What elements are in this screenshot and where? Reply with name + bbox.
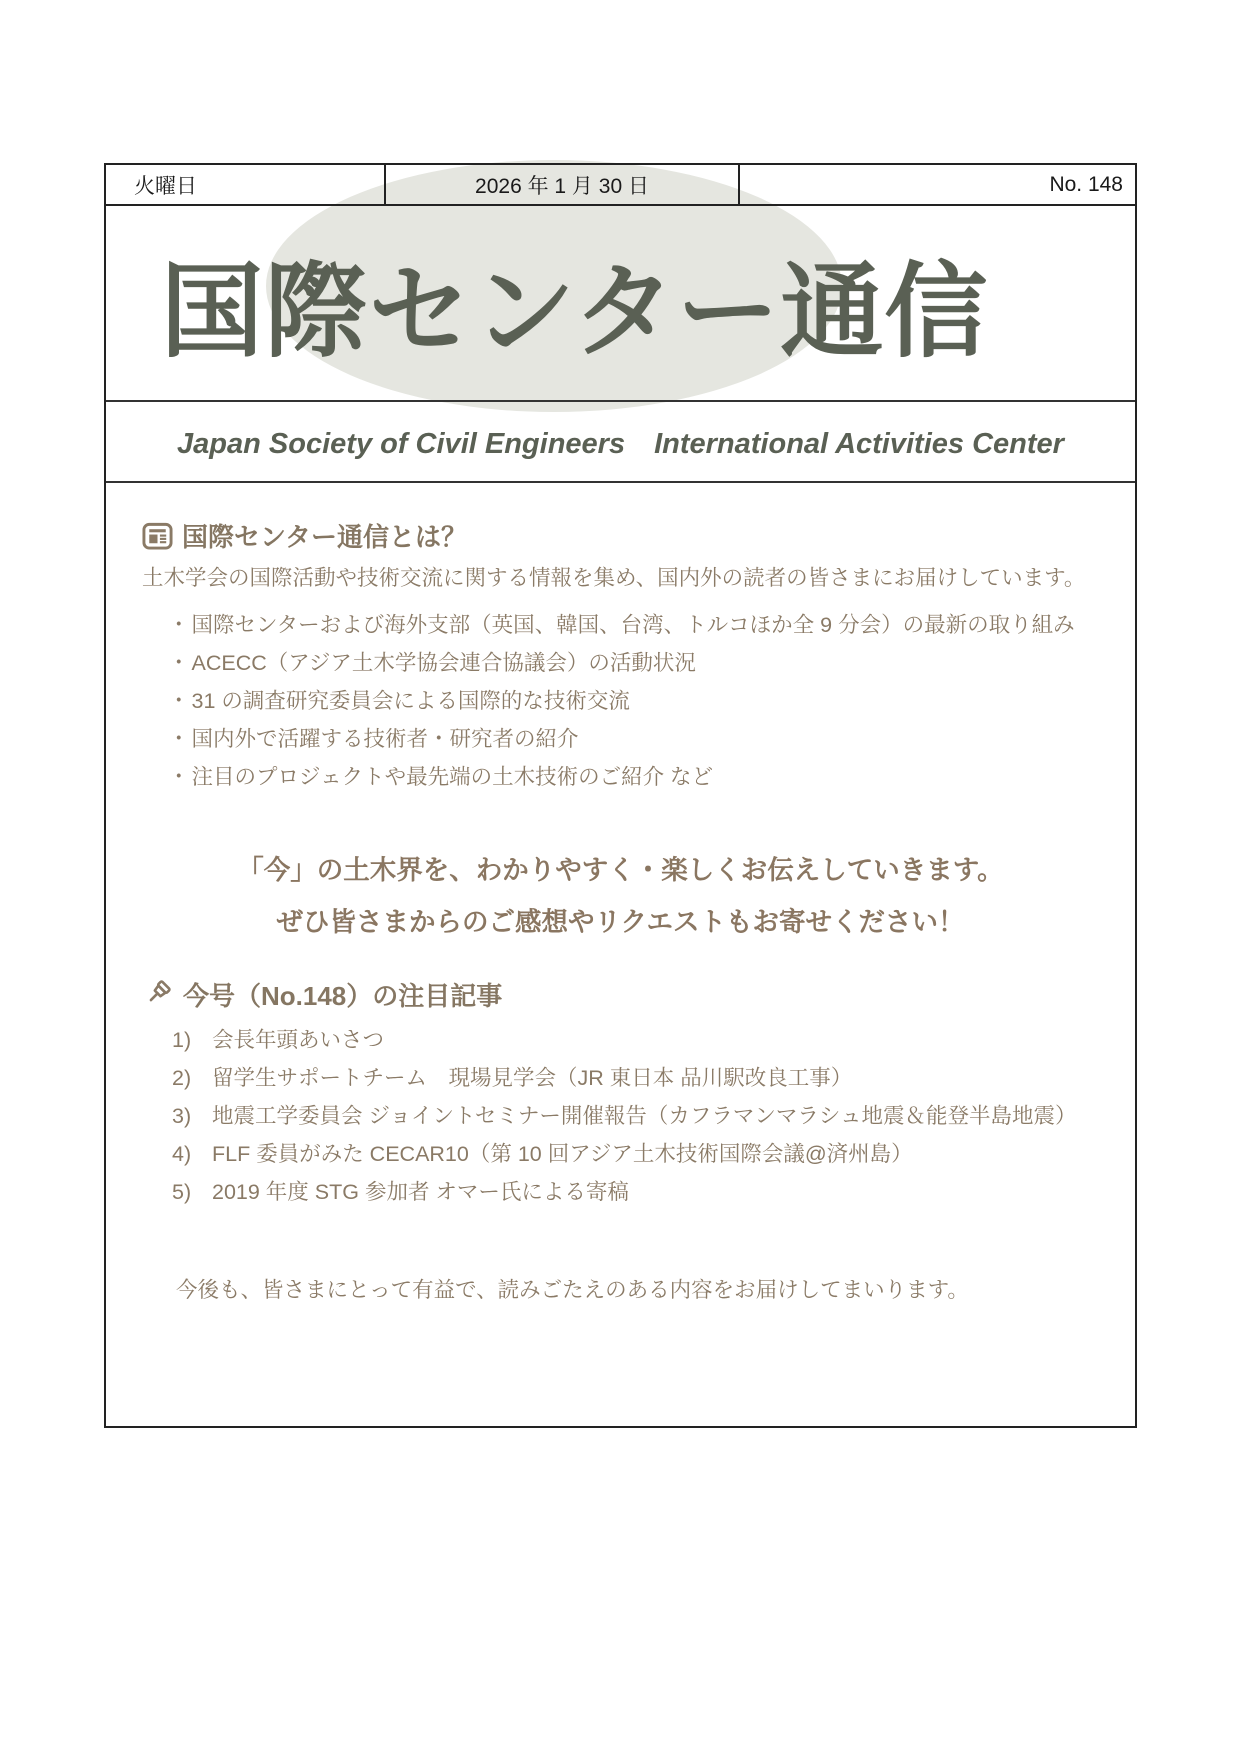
item-number: 5)	[172, 1180, 192, 1204]
tagline-line-2: ぜひ皆さまからのご感想やリクエストもお寄せください！	[276, 907, 965, 937]
item-number: 2)	[172, 1066, 192, 1090]
bullet-char: ・	[168, 613, 190, 637]
list-item	[172, 1059, 1099, 1097]
item-text: 会長年頭あいさつ	[212, 1028, 385, 1052]
issue-number: No. 148	[1049, 172, 1123, 196]
day-of-week: 火曜日	[134, 174, 197, 198]
list-item	[172, 1173, 1099, 1211]
bullet-text: 注目のプロジェクトや最先端の土木技術のご紹介 など	[191, 765, 714, 789]
document-frame	[104, 163, 1137, 1428]
about-intro: 土木学会の国際活動や技術交流に関する情報を集め、国内外の読者の皆さまにお届けしています。	[142, 566, 1086, 590]
item-text: 2019 年度 STG 参加者 オマー氏による寄稿	[212, 1180, 629, 1204]
masthead	[106, 206, 1135, 402]
item-text: 地震工学委員会 ジョイントセミナー開催報告（カフラマンマラシュ地震＆能登半島地震）	[212, 1104, 1077, 1128]
item-text: 留学生サポートチーム 現場見学会（JR 東日本 品川駅改良工事）	[212, 1066, 853, 1090]
newsletter-title: 国際センター通信	[160, 254, 989, 369]
item-number: 4)	[172, 1142, 192, 1166]
item-number: 1)	[172, 1028, 192, 1052]
bullet-text: 国際センターおよび海外支部（英国、韓国、台湾、トルコほか全 9 分会）の最新の取り組み	[191, 613, 1075, 637]
pushpin-icon	[142, 979, 174, 1011]
bullet-text: 国内外で活躍する技術者・研究者の紹介	[191, 727, 579, 751]
header-issue-cell	[740, 165, 1135, 204]
tagline	[142, 844, 1099, 948]
featured-heading-label: 今号（No.148）の注目記事	[183, 981, 503, 1011]
list-item	[168, 758, 1099, 796]
list-item	[168, 682, 1099, 720]
bullet-char: ・	[168, 765, 190, 789]
about-bullet-list	[142, 606, 1099, 796]
bullet-text: 31 の調査研究委員会による国際的な技術交流	[191, 689, 630, 713]
featured-section-heading	[142, 976, 1099, 1013]
header-day-cell	[106, 165, 386, 204]
list-item	[168, 644, 1099, 682]
document-body	[106, 483, 1135, 1305]
closing-paragraph: 今後も、皆さまにとって有益で、読みごたえのある内容をお届けしてまいります。	[176, 1278, 969, 1302]
item-text: FLF 委員がみた CECAR10（第 10 回アジア土木技術国際会議@済州島）	[212, 1142, 913, 1166]
bullet-char: ・	[168, 651, 190, 675]
header-row	[106, 165, 1135, 206]
subtitle-row	[106, 402, 1135, 483]
featured-article-list	[142, 1021, 1099, 1211]
bullet-char: ・	[168, 727, 190, 751]
bullet-text: ACECC（アジア土木学協会連合協議会）の活動状況	[191, 651, 696, 675]
list-item	[168, 720, 1099, 758]
newsletter-subtitle: Japan Society of Civil Engineers International Activities Center	[177, 428, 1064, 460]
tagline-line-1: 「今」の土木界を、わかりやすく・楽しくお伝えしていきます。	[237, 855, 1004, 885]
list-item	[172, 1135, 1099, 1173]
issue-date: 2026 年 1 月 30 日	[475, 174, 649, 198]
about-section-heading	[142, 517, 1099, 554]
header-date-cell	[386, 165, 740, 204]
bullet-char: ・	[168, 689, 190, 713]
about-heading-label: 国際センター通信とは？	[182, 522, 467, 552]
newspaper-icon	[142, 520, 173, 551]
item-number: 3)	[172, 1104, 192, 1128]
list-item	[168, 606, 1099, 644]
list-item	[172, 1097, 1099, 1135]
list-item	[172, 1021, 1099, 1059]
